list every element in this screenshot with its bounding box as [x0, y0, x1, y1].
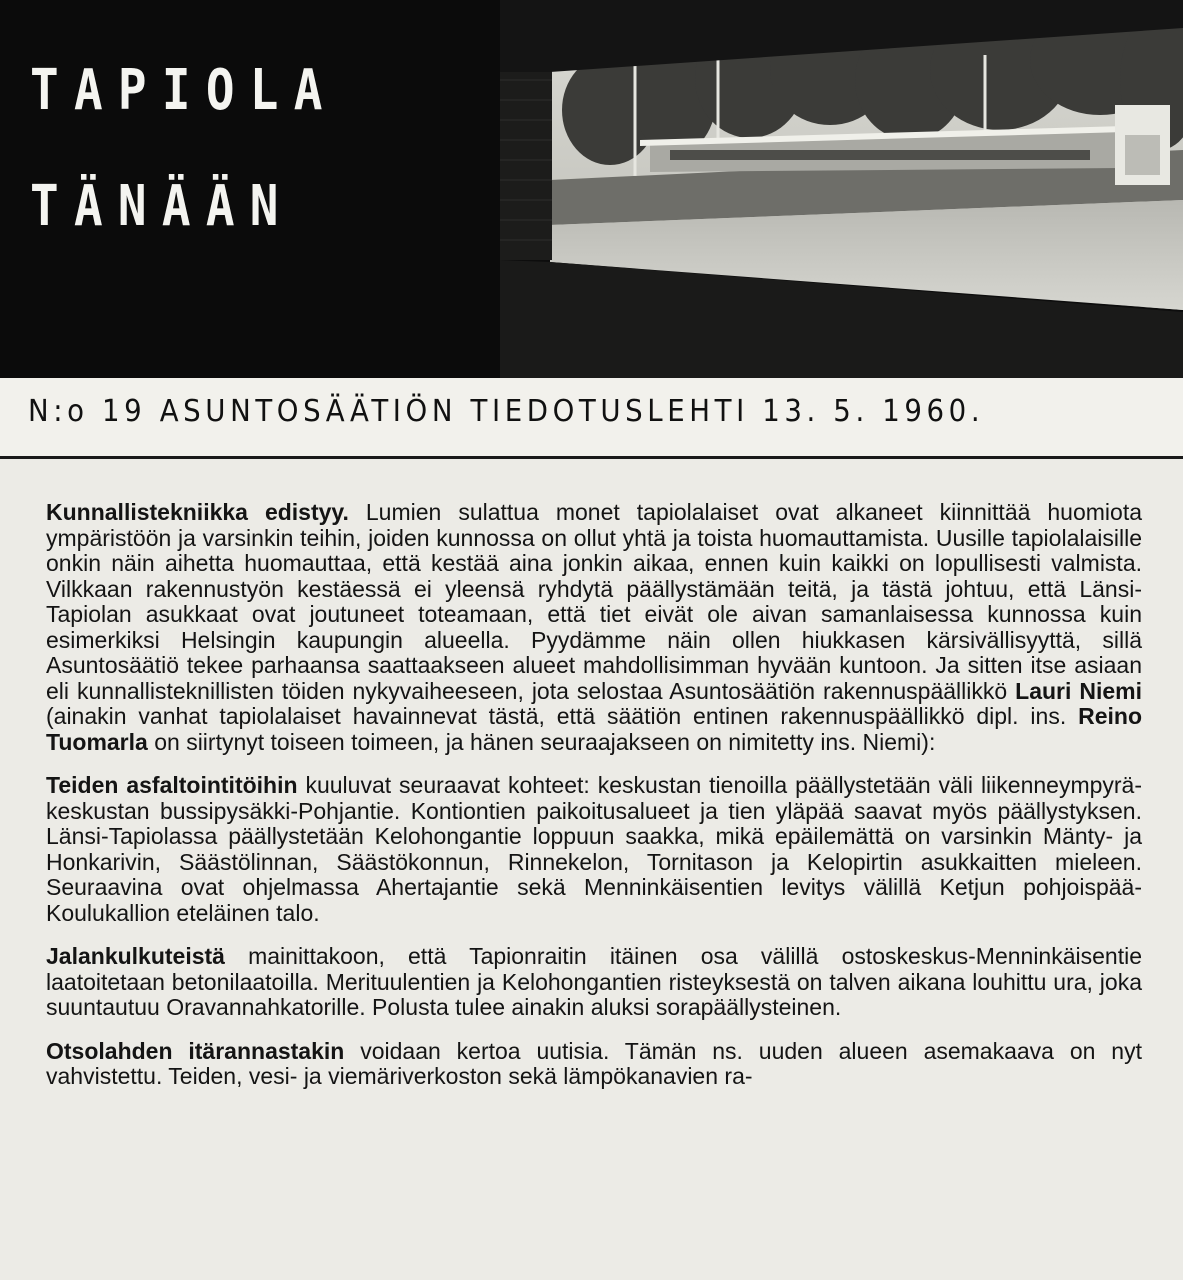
- paragraph-text-2: kuuluvat seuraavat kohteet: keskustan tienoilla päällystetään väli liikenneympyrä-keskustan bussipysäkki-Pohjantie. Kontiontien paikoitusalueet ja tien yläpää saavat myös päällystyksen. Länsi-Tapiolassa päällystetään Kelohongantie loppuun saakka, mikä epäilemättä on varsinkin Mänty- ja Honkarivin, Säästölinnan, Säästökonnun, Rinnekelon, Tornitason ja Kelopirtin asukkaitten mieleen. Seuraavina ovat ohjelmassa Ahertajantie sekä Menninkäisentien levitys välillä Ketjun pohjoispää-Koulukallion eteläinen talo.: [46, 772, 1143, 926]
- lead-heading-1: Kunnallistekniikka edistyy.: [46, 499, 349, 525]
- paragraph-municipal-engineering: [46, 500, 1142, 755]
- paragraph-text-1a: Lumien sulattua monet tapiolalaiset ovat alkaneet kiinnittää huomiota ympäristöön ja varsinkin teihin, joiden kunnossa on ollut yhtä ja toista huomauttamista. Uusille tapiolalaisille onkin näin aihetta huomauttaa, että kestää aina jonkin aikaa, ennen kuin kaikki on lopullisesti valmista. Vilkkaan rakennustyön kestäessä ei yleensä ryhdytä päällystämään teitä, ja tästä johtuu, että Länsi-Tapiolan asukkaat ovat joutuneet toteamaan, että tiet eivät ole aivan samanlaisessa kunnossa kuin esimerkiksi Helsingin kaupungin alueella. Pyydämme näin ollen hiukkasen kärsivällisyyttä, sillä Asuntosäätiö tekee parhaansa saattaakseen alueet mahdollisimman hyvään kuntoon. Ja sitten itse asiaan eli kunnallisteknillisten töiden nykyvaiheeseen, jota selostaa Asuntosäätiön rakennuspäällikkö: [46, 499, 1143, 704]
- building-photo-illustration: [500, 0, 1183, 378]
- masthead-photo: [500, 0, 1183, 378]
- paragraph-text-1c: on siirtynyt toiseen toimeen, ja hänen seuraajakseen on nimitetty ins. Niemi):: [147, 728, 936, 755]
- person-name-lauri-niemi: Lauri Niemi: [1015, 677, 1142, 704]
- paragraph-text-3: mainittakoon, että Tapionraitin itäinen osa välillä ostoskeskus-Menninkäisentie laatoitetaan betonilaatoilla. Merituulentien ja Kelohongantien risteyksestä on talven aikana louhittu ura, joka suuntautuu Oravannahkatorille. Polusta tulee ainakin aluksi sorapäällysteinen.: [46, 943, 1142, 1020]
- person-name-reino-tuomarla: Reino Tuomarla: [46, 703, 1142, 755]
- masthead: [0, 0, 1183, 378]
- paragraph-otsolahti: [46, 1039, 1142, 1090]
- paragraph-asphalt-works: [46, 773, 1142, 926]
- title-line-2: TÄNÄÄN: [30, 174, 294, 239]
- title-line-1: TAPIOLA: [30, 58, 338, 123]
- paragraph-footpaths: [46, 944, 1142, 1021]
- issue-bar: [0, 378, 1183, 459]
- lead-heading-4: Otsolahden itärannastakin: [46, 1037, 345, 1064]
- paragraph-text-1b: (ainakin vanhat tapiolalaiset havainnevat tästä, että säätiön entinen rakennuspäällikkö dipl. ins.: [46, 703, 1079, 729]
- paragraph-text-4: voidaan kertoa uutisia. Tämän ns. uuden alueen asemakaava on nyt vahvistettu. Teiden, vesi- ja viemäriverkoston sekä lämpökanavien ra-: [46, 1037, 1142, 1089]
- lead-heading-3: Jalankulkuteistä: [46, 943, 225, 969]
- article-body: [46, 500, 1142, 1108]
- lead-heading-2: Teiden asfaltointitöihin: [46, 772, 298, 798]
- newspaper-title: [30, 58, 392, 290]
- issue-info: N:o 19 ASUNTOSÄÄTIÖN TIEDOTUSLEHTI 13. 5. 1960.: [28, 394, 985, 429]
